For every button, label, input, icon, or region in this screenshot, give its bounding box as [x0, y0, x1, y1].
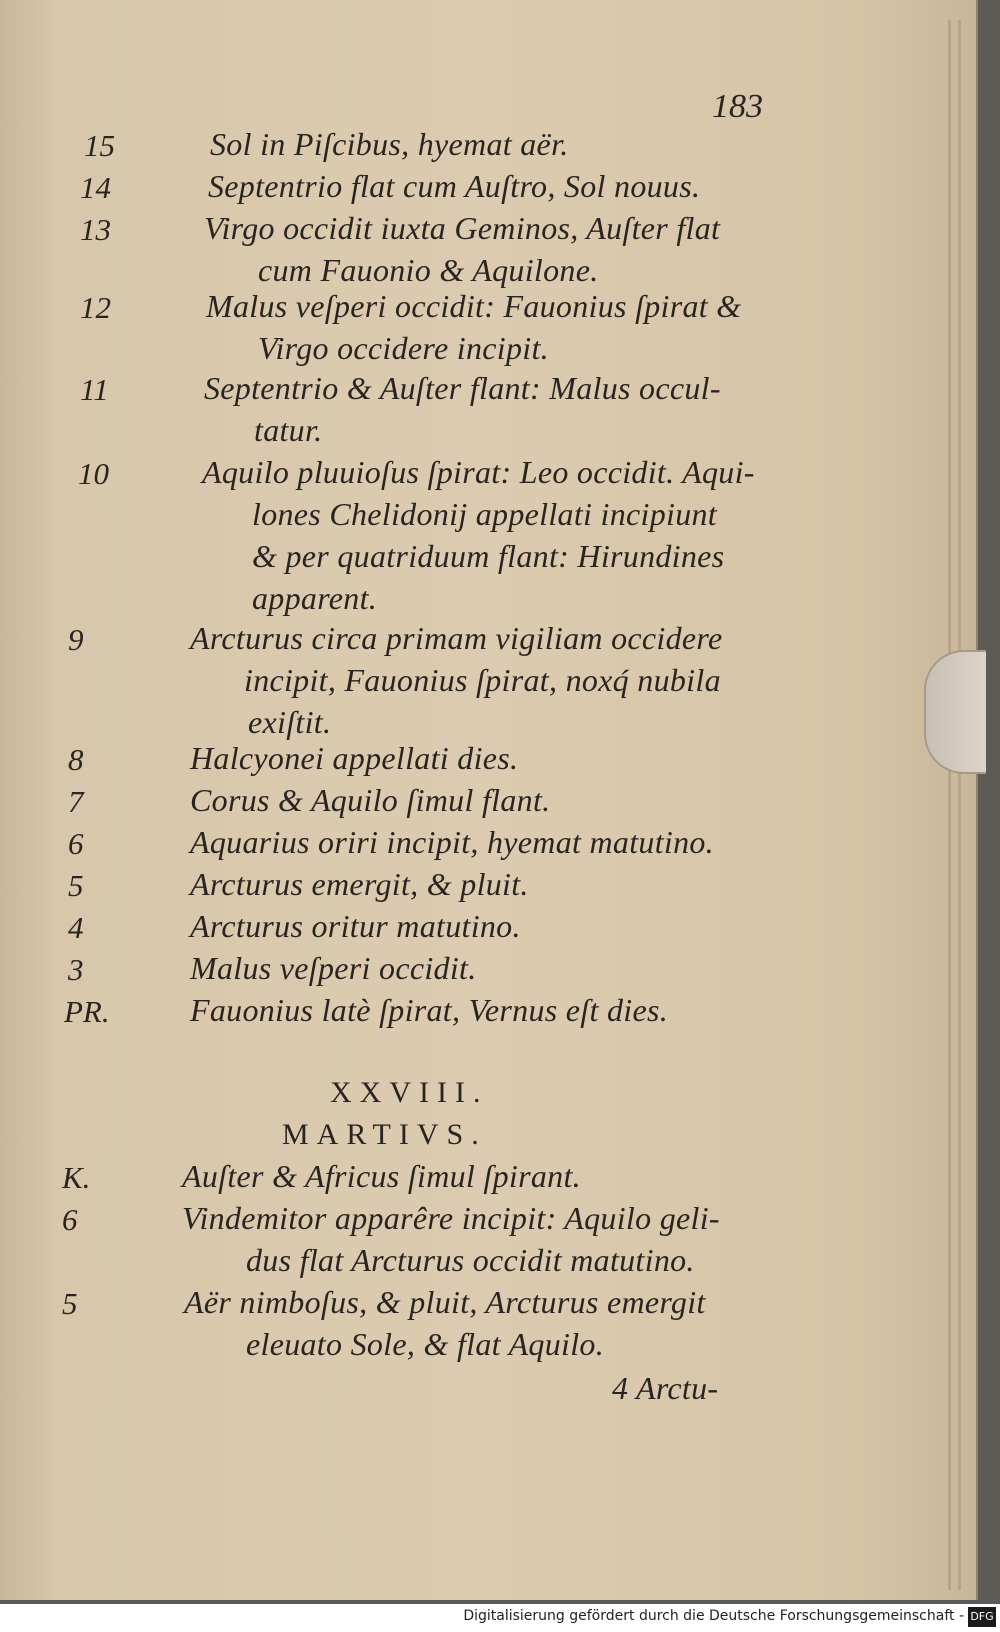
entry-number: 4: [68, 910, 84, 945]
entry-line: & per quatriduum flant: Hirundines: [252, 538, 725, 574]
entry-line: Arcturus circa primam vigiliam occidere: [190, 620, 723, 656]
entry-line: Sol in Piſcibus, hyemat aër.: [210, 126, 569, 162]
entry-number: 6: [62, 1202, 78, 1237]
catchword: 4 Arctu-: [612, 1370, 719, 1406]
entry-line: Arcturus oritur matutino.: [190, 908, 521, 944]
entry-line: incipit, Fauonius ſpirat, noxq́ nubila: [244, 662, 721, 698]
entry-line: Virgo occidit iuxta Geminos, Auſter flat: [204, 210, 721, 246]
entry-line: lones Chelidonij appellati incipiunt: [252, 496, 717, 532]
entry-line: eleuato Sole, & flat Aquilo.: [246, 1326, 604, 1362]
entry-number: 5: [62, 1286, 78, 1321]
entry-line: Halcyonei appellati dies.: [190, 740, 519, 776]
page-clip-tab: [924, 650, 986, 774]
entry-line: Malus veſperi occidit: Fauonius ſpirat &: [206, 288, 742, 324]
entry-line: exiſtit.: [248, 704, 332, 740]
entry-number: 15: [84, 128, 115, 163]
entry-line: dus flat Arcturus occidit matutino.: [246, 1242, 695, 1278]
entry-number: K.: [62, 1160, 91, 1195]
entry-number: PR.: [64, 994, 110, 1029]
page-number: 183: [712, 88, 763, 125]
entry-line: cum Fauonio & Aquilone.: [258, 252, 599, 288]
dfg-logo: DFG: [968, 1607, 996, 1627]
entry-number: 13: [80, 212, 111, 247]
entry-line: Aquilo pluuioſus ſpirat: Leo occidit. Aqui-: [202, 454, 755, 490]
footer-bar: [0, 1604, 1000, 1632]
footer-credit: Digitalisierung gefördert durch die Deutsche Forschungsgemeinschaft -: [463, 1608, 964, 1624]
month-heading: MARTIVS.: [282, 1118, 487, 1151]
entry-number: 3: [68, 952, 84, 987]
entry-line: Aër nimboſus, & pluit, Arcturus emergit: [184, 1284, 706, 1320]
section-number: XXVIII.: [330, 1076, 489, 1109]
entry-number: 11: [80, 372, 109, 407]
entry-line: Vindemitor apparêre incipit: Aquilo geli-: [182, 1200, 720, 1236]
entry-line: Septentrio flat cum Auſtro, Sol nouus.: [208, 168, 701, 204]
entry-number: 10: [78, 456, 109, 491]
entry-number: 7: [68, 784, 84, 819]
entry-line: Malus veſperi occidit.: [190, 950, 477, 986]
page-edge: [948, 20, 951, 1590]
entry-number: 14: [80, 170, 111, 205]
entry-number: 9: [68, 622, 84, 657]
entry-line: Fauonius latè ſpirat, Vernus eſt dies.: [190, 992, 669, 1028]
entry-number: 5: [68, 868, 84, 903]
entry-line: Auſter & Africus ſimul ſpirant.: [182, 1158, 581, 1194]
entry-line: Aquarius oriri incipit, hyemat matutino.: [190, 824, 714, 860]
entry-line: Corus & Aquilo ſimul flant.: [190, 782, 551, 818]
entry-number: 6: [68, 826, 84, 861]
entry-number: 12: [80, 290, 111, 325]
page-edge: [958, 20, 961, 1590]
entry-line: Virgo occidere incipit.: [258, 330, 549, 366]
entry-number: 8: [68, 742, 84, 777]
entry-line: Septentrio & Auſter flant: Malus occul-: [204, 370, 721, 406]
entry-line: Arcturus emergit, & pluit.: [190, 866, 529, 902]
entry-line: apparent.: [252, 580, 378, 616]
entry-line: tatur.: [254, 412, 323, 448]
